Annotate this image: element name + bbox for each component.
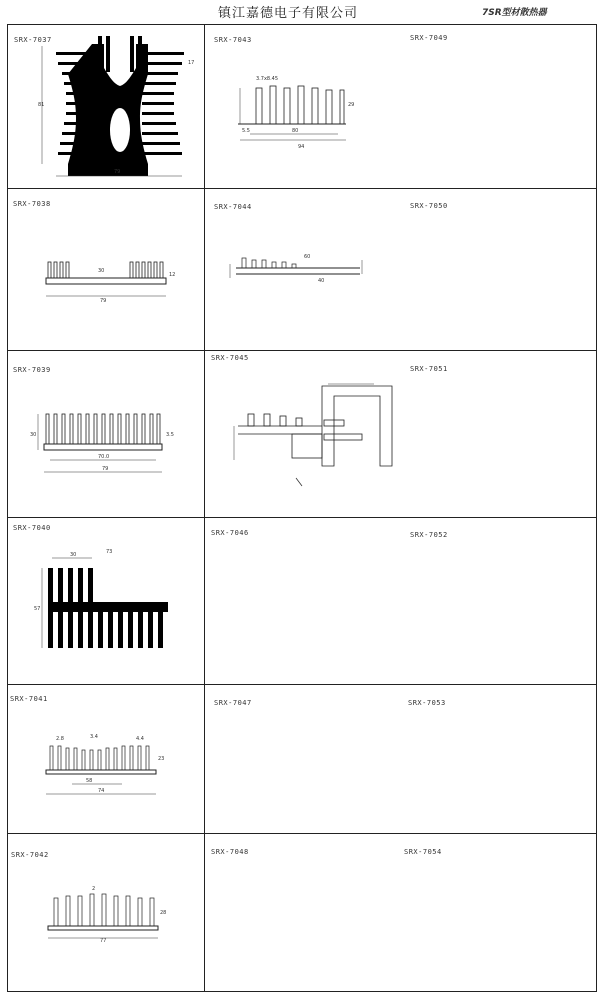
dim-length: 60 [304,254,311,260]
product-code: SRX-7043 [214,36,252,44]
product-code: SRX-7048 [211,848,249,856]
product-code: SRX-7042 [11,851,49,859]
dim-width: 74 [98,788,105,794]
column-divider [204,25,205,991]
dim-width: 79 [114,169,121,175]
product-code: SRX-7038 [13,200,51,208]
product-code: SRX-7045 [211,354,249,362]
dim-height: 29 [348,102,355,108]
product-code: SRX-7037 [14,36,52,44]
dim-top: 2 [92,886,96,892]
profile-drawing-7042 [40,882,170,944]
dim-side: 3.5 [166,432,174,438]
dim-height: 57 [34,606,41,612]
dim-inner: 80 [292,128,299,134]
dim-inner: 70.0 [98,454,110,460]
product-code: SRX-7050 [410,202,448,210]
product-code: SRX-7047 [214,699,252,707]
profile-drawing-7041 [36,730,166,802]
dim-inner: 58 [86,778,93,784]
profile-drawing-7040 [34,548,184,656]
dim-height: 81 [38,102,45,108]
product-code: SRX-7051 [410,365,448,373]
dim-height: 12 [169,272,176,278]
row-divider [8,350,596,351]
product-code: SRX-7039 [13,366,51,374]
dim-inner: 30 [98,268,105,274]
dim-height: 28 [160,910,167,916]
series-title: 7SR型材散热器 [482,8,547,18]
product-code: SRX-7053 [408,699,446,707]
dim-top: 3.7x8.45 [256,76,279,82]
profile-drawing-7037 [36,36,204,186]
profile-drawing-7044 [228,250,368,290]
dim-mid: 3.4 [90,734,98,740]
profile-drawing-7039 [30,408,190,478]
profile-drawing-7043 [228,72,358,156]
dim-inner: 40 [318,278,325,284]
product-code: SRX-7054 [404,848,442,856]
row-divider [8,684,596,685]
dim-width: 79 [100,298,107,304]
row-divider [8,517,596,518]
dim-width: 77 [100,938,107,944]
dim-left: 5.5 [242,128,250,134]
product-code: SRX-7046 [211,529,249,537]
dim-total: 94 [298,144,305,150]
dim-right: 4.4 [136,736,144,742]
product-code: SRX-7052 [410,531,448,539]
profile-drawing-7038 [36,252,186,308]
company-name: 镇江嘉德电子有限公司 [218,6,359,21]
dim-width: 79 [102,466,109,472]
row-divider [8,188,596,189]
product-code: SRX-7044 [214,203,252,211]
dim-fin: 17 [188,60,195,66]
dim-top: 30 [70,552,77,558]
product-code: SRX-7049 [410,34,448,42]
dim-height: 30 [30,432,37,438]
dim-height: 23 [158,756,165,762]
dim-right: 73 [106,549,113,555]
dim-top: 2.8 [56,736,64,742]
row-divider [8,833,596,834]
product-code: SRX-7040 [13,524,51,532]
product-code: SRX-7041 [10,695,48,703]
profile-drawing-7045 [228,378,398,488]
